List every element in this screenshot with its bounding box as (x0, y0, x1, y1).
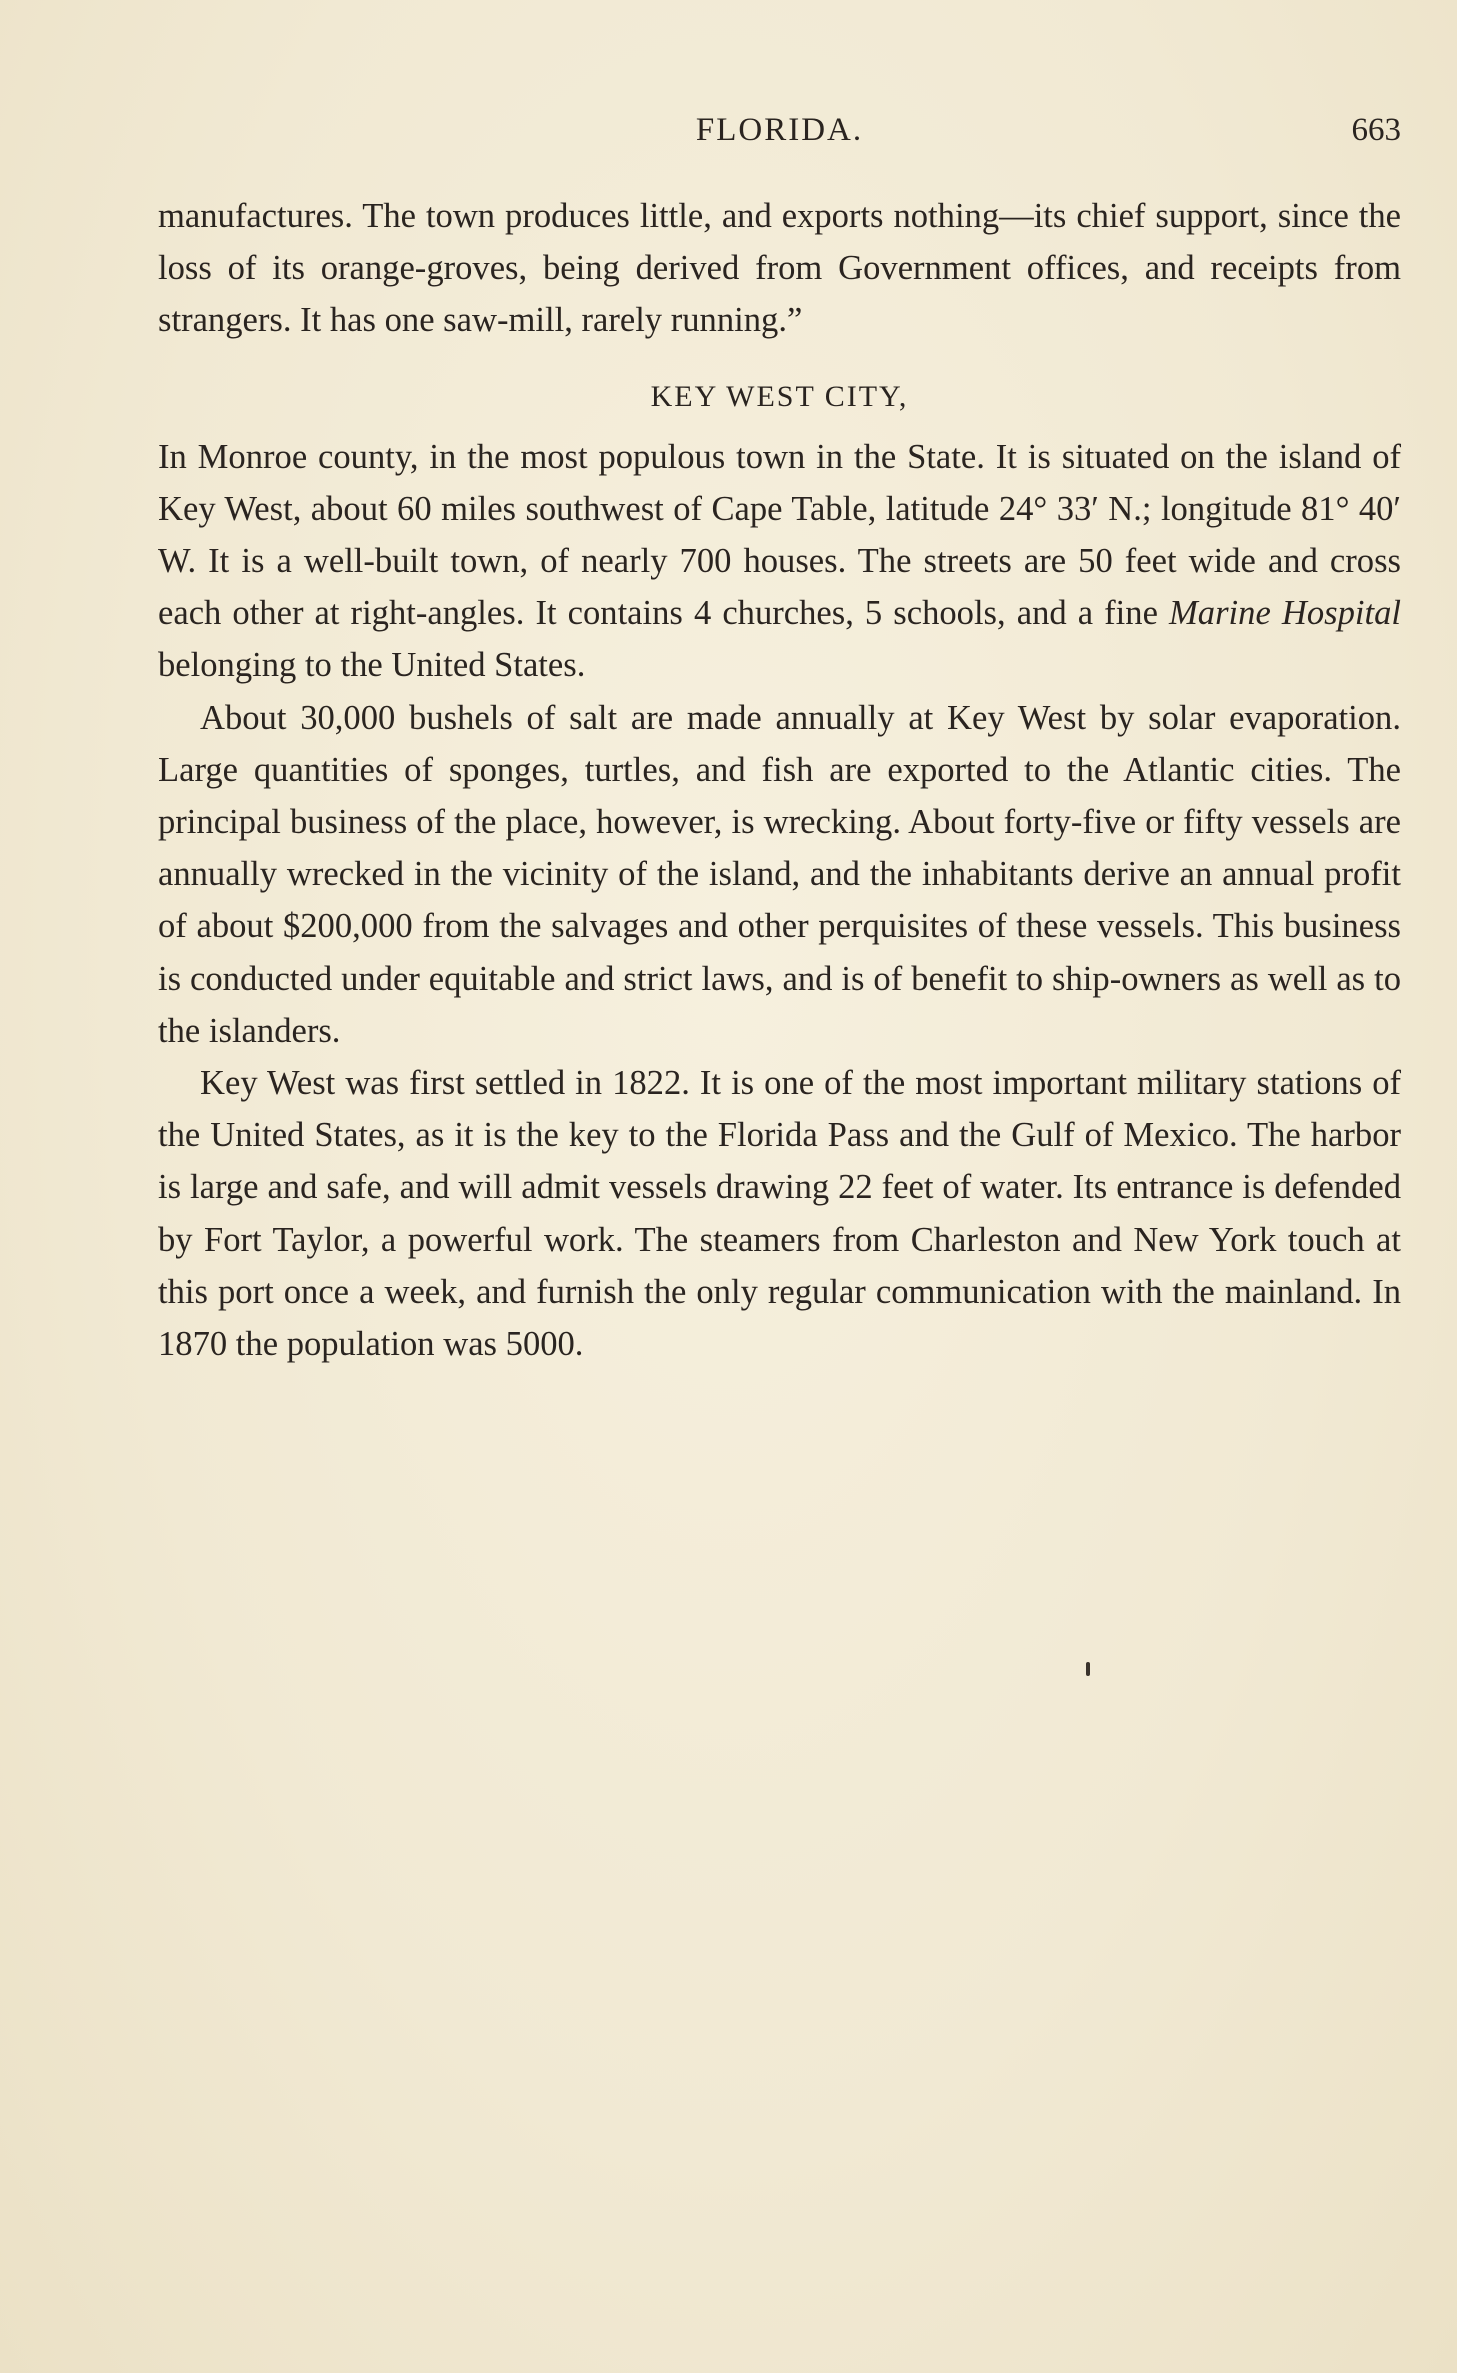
paragraph-industry: About 30,000 bushels of salt are made annually at Key West by solar evaporation. Large quantities of sponges, turtles, and fish are exported to the Atlantic cities. The principal business of the place, however, is wrecking. About forty-five or fifty vessels are annually wrecked in the vicinity of the island, and the inhabitants derive an annual profit of about $200,000 from the salvages and other perquisites of these vessels. This business is conducted under equitable and strict laws, and is of benefit to ship-owners as well as to the islanders. (158, 698, 1401, 1050)
paragraph-text: In Monroe county, in the most populous town in the State. It is situated on the island of Key West, about 60 miles southwest of Cape Table, latitude 24° 33′ N.; longitude 81° 40′ W. It is a well-built town, of nearly 700 houses. The streets are 50 feet wide and cross each other at right-angles. It contains 4 churches, 5 schools, and a fine (158, 437, 1401, 633)
paragraph-history: Key West was first settled in 1822. It is one of the most important military stations of the United States, as it is the key to the Florida Pass and the Gulf of Mexico. The harbor is large and safe, and will admit vessels drawing 22 feet of water. Its entrance is defended by Fort Taylor, a powerful work. The steamers from Charleston and New York touch at this port once a week, and furnish the only regular communication with the mainland. In 1870 the population was 5000. (158, 1064, 1401, 1364)
page-number: 663 (1351, 112, 1401, 148)
section-heading: KEY WEST CITY, (650, 379, 909, 413)
ink-speck (1086, 1662, 1090, 1676)
paragraph-text: belonging to the United States. (158, 646, 586, 685)
paragraph-key-west-intro (158, 431, 1401, 692)
paragraph-continuation: manufactures. The town produces little, and exports nothing—its chief support, since the loss of its orange-groves, being derived from Government offices, and receipts from strangers. It has one saw-mill, rarely running.” (158, 197, 1401, 340)
body-text (158, 190, 1401, 1370)
running-head (158, 108, 1401, 152)
running-title: FLORIDA. (695, 112, 864, 148)
italic-term: Marine Hospital (1169, 594, 1401, 633)
